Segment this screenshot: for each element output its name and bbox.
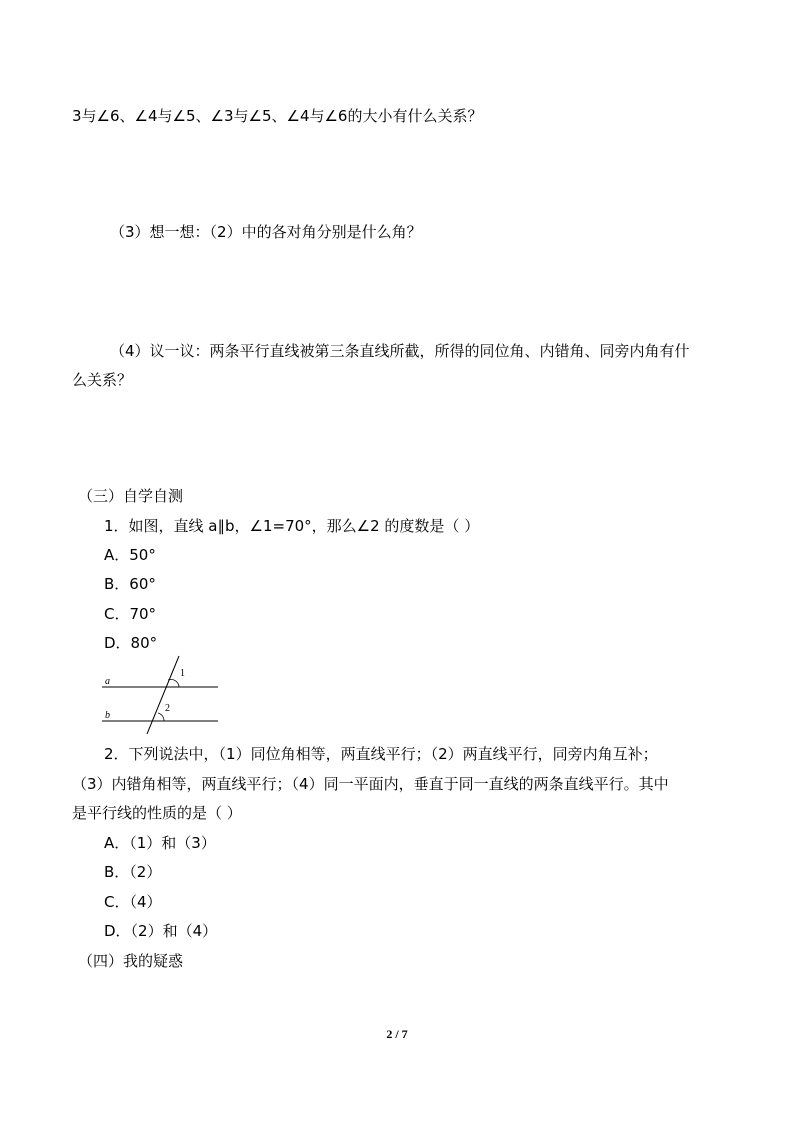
angle-2-arc [158, 713, 164, 721]
question-1-stem: 1．如图，直线 a∥b，∠1=70°，那么∠2 的度数是（ ） [104, 517, 480, 535]
question-1-option-a: A．50° [104, 546, 156, 564]
label-angle-2: 2 [165, 703, 170, 714]
section-heading-my-doubts: （四）我的疑惑 [78, 952, 184, 970]
angle-1-arc [168, 679, 179, 687]
parallel-lines-figure [102, 654, 222, 734]
section-heading-self-test: （三）自学自测 [78, 487, 184, 505]
question-1-option-c: C．70° [104, 605, 157, 623]
question-2-option-d: D．（2）和（4） [104, 922, 218, 940]
question-1-option-b: B．60° [104, 575, 156, 593]
question-text-angles: 3与∠6、∠4与∠5、∠3与∠5、∠4与∠6的大小有什么关系？ [72, 107, 483, 125]
question-2-stem-line2: （3）内错角相等，两直线平行；（4）同一平面内，垂直于同一直线的两条直线平行。其中 [72, 775, 669, 793]
label-a: a [105, 676, 110, 687]
discuss-question-line2: 么关系？ [72, 371, 133, 389]
transversal-line [147, 656, 179, 734]
question-2-stem-line3: 是平行线的性质的是（ ） [72, 804, 242, 822]
label-angle-1: 1 [180, 668, 185, 679]
label-b: b [105, 710, 110, 721]
question-2-option-a: A．（1）和（3） [104, 834, 216, 852]
page-number: 2 / 7 [386, 1027, 408, 1041]
discuss-question-line1: （4）议一议：两条平行直线被第三条直线所截，所得的同位角、内错角、同旁内角有什 [110, 342, 690, 360]
question-2-option-b: B．（2） [104, 863, 162, 881]
question-2-option-c: C．（4） [104, 893, 162, 911]
question-2-stem-line1: 2．下列说法中，（1）同位角相等，两直线平行；（2）两直线平行，同旁内角互补； [104, 745, 658, 763]
question-1-option-d: D．80° [104, 634, 158, 652]
think-question: （3）想一想：（2）中的各对角分别是什么角？ [110, 223, 422, 241]
